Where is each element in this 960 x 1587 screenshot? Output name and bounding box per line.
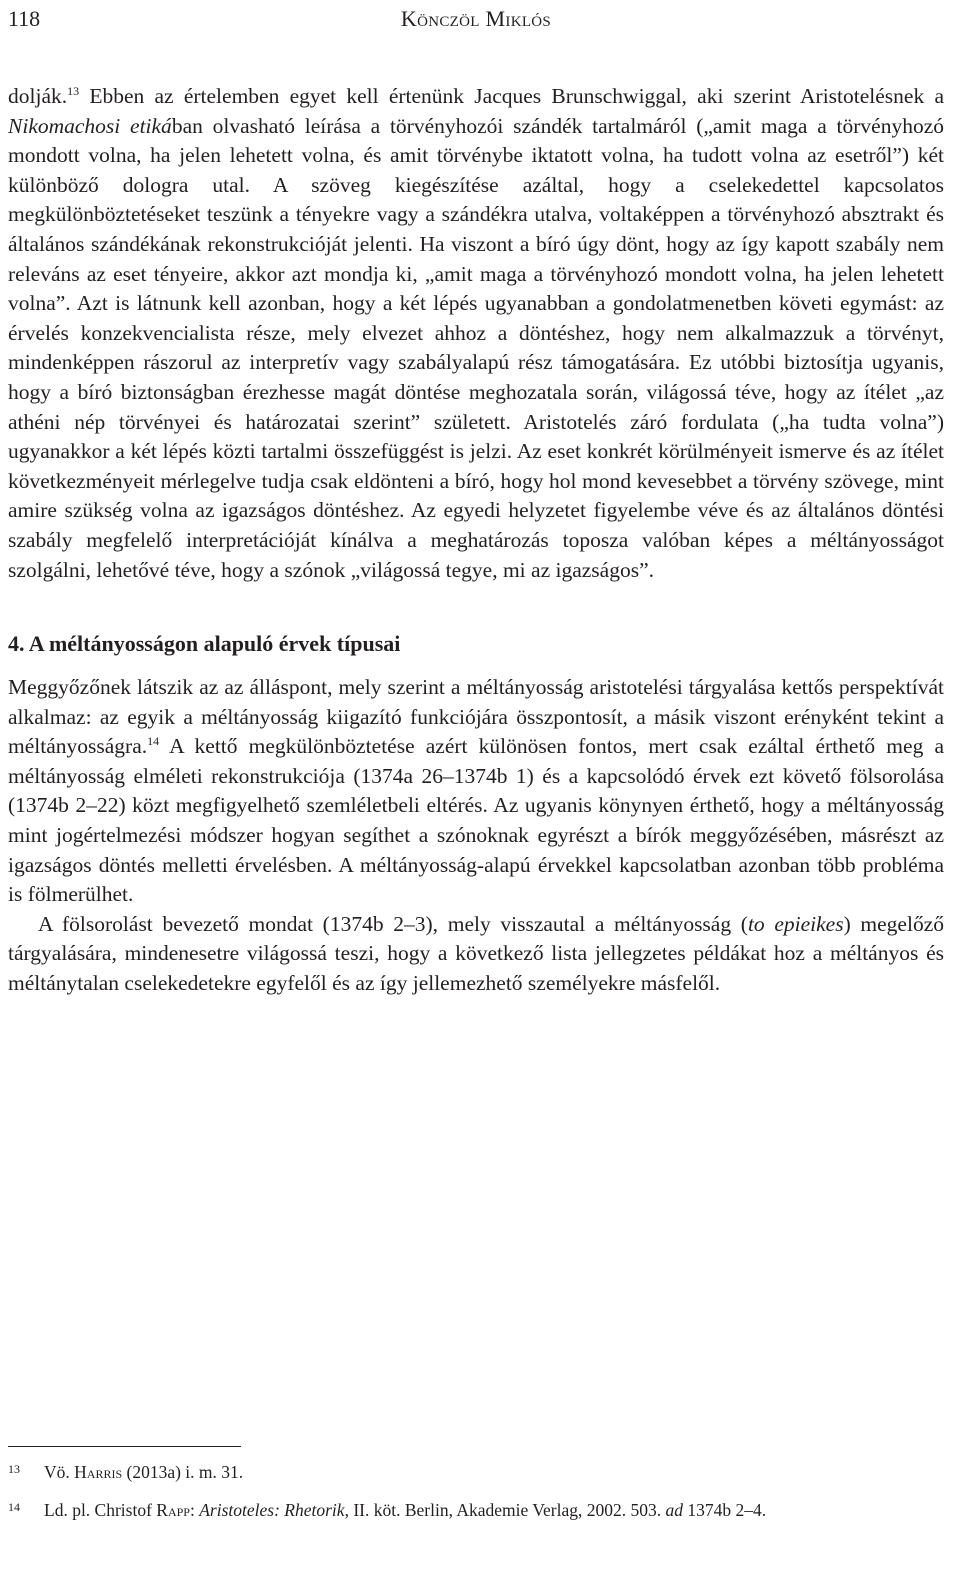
footnote-text: , II. köt. Berlin, Akademie Verlag, 2002. 503. [344,1500,666,1520]
text-run: A fölsorolást bevezető mondat (1374b 2–3), mely visszautal a méltányosság ( [38,911,748,936]
text-run: ) megelőző tárgyalására, mindenesetre világossá teszi, hogy a következő lista jellegzetes példákat hoz a méltányos és méltánytalan cselekedetekre egyfelől és az így jellemezhető személyekre másfelől. [8,911,944,996]
footnote-ref-13[interactable]: 13 [67,83,80,98]
footnote-number: 13 [8,1462,20,1476]
footnote-text: Vö. [44,1462,75,1482]
footnote-ref-14[interactable]: 14 [147,734,160,749]
page-number: 118 [8,6,41,31]
text-run: ban olvasható leírása a törvényhozói szándék tartalmáról („amit maga a törvényhozó mondott volna, ha jelen lehetett volna, és amit törvénybe iktatott volna, ha tudott volna az esetről”) két különböző dologra utal. A szöveg kiegészítése azáltal, hogy a cselekedettel kapcsolatos megkülönböztetéseket teszünk a tényekre vagy a szándékra utalva, voltaképpen a törvényhozó absztrakt és általános szándékának rekonstrukcióját jelenti. Ha viszont a bíró úgy dönt, hogy az így kapott szabály nem releváns az eset tényeire, akkor azt mondja ki, „amit maga a törvényhozó mondott volna, ha jelen lehetett volna”. Azt is látnunk kell azonban, hogy a két lépés ugyanabban a gondolatmenetben követi egymást: az érvelés konzekvencialista része, mely elvezet ahhoz a döntéshez, hogy nem alkalmazzuk a törvényt, mindenképpen rászorul az interpretív vagy szabályalapú rész támogatására. Ez utóbbi biztosítja ugyanis, hogy a bíró biztonságban érezhesse magát döntése meghozatala során, világossá téve, hogy az ítélet „az athéni nép törvényei és határozatai szerint” született. Aristotelés záró fordulata („ha tudta volna”) ugyanakkor a két lépés közti tartalmi összefüggést is jelzi. Az eset konkrét körülményeit ismerve és az ítélet következményeit mérlegelve tudja csak eldönteni a bíró, hogy hol mond kevesebbet a törvény szövege, mint amire szükség volna az igazságos döntéshez. Az egyedi helyzetet figyelembe véve és az általános döntési szabály megfelelő interpretációját kínálva a meghatározás toposza valóban képes a méltányosságot szolgálni, lehetővé téve, hogy a szónok „világossá tegye, mi az igazságos”. [8,113,944,582]
footnote-13 [8,1460,944,1484]
footnote-number: 14 [8,1500,20,1514]
footnotes [8,1460,944,1536]
footnote-author: Rapp [156,1500,190,1520]
text-run: A kettő megkülönböztetése azért különösen fontos, mert csak ezáltal érthető meg a méltányosság elméleti rekonstrukciója (1374a 26–1374b 1) és a kapcsolódó érvek ezt követő fölsorolása (1374b 2–22) közt megfigyelhető szemléletbeli eltérés. Az ugyanis könynyen érthető, hogy a méltányosság mint jogértelmezési módszer hogyan segíthet a szónoknak egyrészt a bírók meggyőzésében, másrészt az igazságos döntés melletti érvelésben. A méltányosság-alapú érvekkel kapcsolatban azonban több probléma is fölmerülhet. [8,734,944,907]
main-text [8,82,944,999]
text-run: dolják. [8,84,68,108]
book-title-italic: Nikomachosi etiká [8,113,172,138]
running-head-author: Könczöl Miklós [400,6,552,31]
footnote-text: Ld. pl. Christof [44,1500,157,1520]
text-run: Meggyőzőnek látszik az az álláspont, mely szerint a méltányosság aristotelési tárgyalása kettős perspektívát alkalmaz: az egyik a méltányosság kiigazító funkciójára összpontosít, a másik viszont erényként tekint a méltányosságra. [8,675,944,759]
text-run: Ebben az értelemben egyet kell értenünk Jacques Brunschwiggal, aki szerint Aristotelésnek a [79,84,944,108]
paragraph-continued [8,82,944,585]
footnote-text: (2013a) i. m. 31. [122,1462,244,1482]
greek-term-italic: to epieikes [747,911,844,936]
footnote-author: Harris [74,1462,123,1482]
footnote-book-title: Aristoteles: Rhetorik [199,1500,345,1520]
footnote-text: : [189,1500,200,1520]
paragraph [8,910,944,999]
footnote-text: 1374b 2–4. [683,1500,767,1520]
paragraph [8,673,944,910]
footnote-14 [8,1498,944,1522]
section-heading: 4. A méltányosságon alapuló érvek típusai [8,631,401,657]
footnote-separator [8,1446,241,1447]
footnote-ad-italic: ad [665,1500,684,1520]
running-head [8,4,944,34]
